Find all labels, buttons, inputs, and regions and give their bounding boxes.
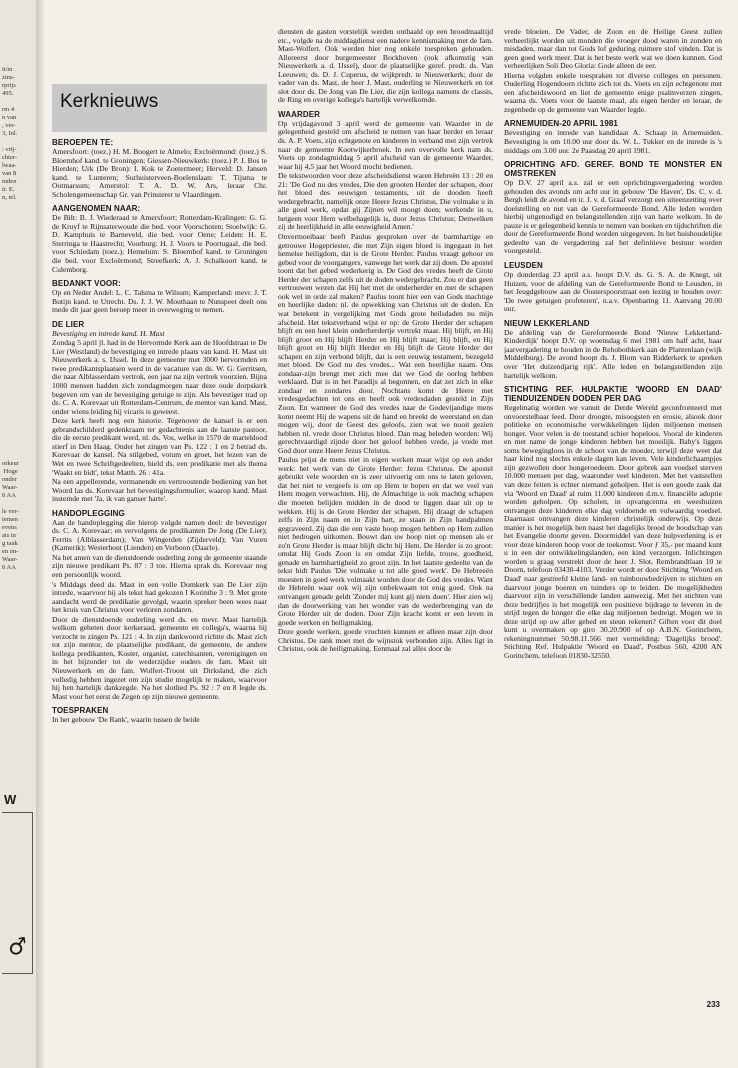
article-paragraph: In het gebouw 'De Rank', waarin tussen de beide (52, 715, 200, 725)
adjacent-text-fragment: ats in (2, 532, 16, 539)
adjacent-text-fragment: iemen (2, 516, 18, 523)
adjacent-text-fragment: rprijs (2, 82, 16, 89)
adjacent-text-fragment: , ver- (2, 122, 16, 129)
article-paragraph: Op D.V. 27 april a.s. zal er een oprichtingsvergadering worden gehouden des avonds om acht uur in gebouw 'De Haven', Ds. C. v. d. Bergh leidt de avond en ir. J. v. d. Graaf verzorgt een uiteenzetting over doelstelling en nut van de Gereformeerde Bond. Alle leden worden hierbij uitgenodigd en belangstellenden zijn van harte welkom. In de pauze is er gelegenheid kennis te nemen van boeken en tijdschriften die door de Gereformeerde Bond worden uitgegeven. In het huishoudelijke gedeelte van de vergadering zal het definitieve bestuur worden voorgesteld. (504, 178, 722, 256)
adjacent-text-fragment: rm 4 (2, 106, 15, 113)
column-2 (278, 28, 493, 1028)
adjacent-page-letter: W (4, 792, 17, 807)
adjacent-text-fragment: : vrij- (2, 146, 17, 153)
adjacent-text-fragment: n van (2, 114, 17, 121)
adjacent-text-fragment: 3, Inl. (2, 130, 18, 137)
column-3-body (504, 28, 722, 660)
article-paragraph: vrede bloeien. De Vader, de Zoon en de Heilige Geest zullen verheerlijkt worden uit monden die vroeger dood waren in zonden en misdaden, maar dan tot Gods lof geduring ruimere stof vinden. Dat is geen goed werk meer. Dat is het beste werk wat we doen kunnen. God verheerlijken Soli Deo Gloria: Gode alleen de eer. (504, 28, 722, 71)
adjacent-text-fragment: Hoge (2, 468, 18, 475)
article-paragraph: Door de dienstdoende ouderling werd ds. en mevr. Mast hartelijk welkom geheten door kerkeraad, gemeente en collega's, waarna hij verzocht te zingen Ps. 121 : 4. In zijn dankwoord richtte ds. Mast zich tot zijn mentor, de plaatselijke predikant, de gemeente, de andere kollega predikanten, Koster, organist, catechisanten, verenigingen en in het bijzonder tot de wederzijdse ouders de fam. Mast uit Nieuwerkerk en de fam. Wolfert-Troost uit Dirksland, die zich volledig hebben ingezet om zijn studie mogelijk te maken, waarvoor hij hen hartelijk dankzegde. Na het slotlied Ps. 92 : 7 en 8 legde ds. Mast voor het eerst de Zegen op zijn nieuwe gemeente. (52, 614, 267, 701)
article-heading: BEROEPEN TE: (52, 138, 114, 147)
column-1 (52, 40, 267, 1040)
article-paragraph: Aan de handoplegging die hierop volgde namen deel: de bevestiger ds. C. A. Korevaar; en vervolgens de predikanten De Jong (De Lier); Ferrits (Alblasserdam); Van Wingerden (Zijderveld); Van Vuren (Kamerik); Westerhout (Lienden) en Verboon (Daarle). (52, 517, 267, 553)
adjacent-text-fragment: 0 AA (2, 564, 16, 571)
adjacent-text-fragment: orkeur (2, 460, 19, 467)
adjacent-text-fragment: ir. E. (2, 186, 15, 193)
article-paragraph: De afdeling van de Gereformeerde Bond 'Nieuw Lekkerland-Kinderdijk' hoopt D.V. op woensdag 6 mei 1981 om half acht, haar jaarvergadering te houden in de Rehobothkerk aan de Plantenlaan (wijk Middelburg). De avond hoopt ds. J. Blom van Ridderkerk te spreken over 'Het duizendjarig rijk'. Alle leden en belangstellenden zijn hartelijk welkom. (504, 327, 722, 380)
page-number: 233 (706, 1000, 720, 1009)
article-paragraph: Amersfoort: (toez.) H. M. Boogert te Almelo; Excloërmond: (toez.) S. Bloemhof kand. te Groningen; Giessen-Nieuwkerk: (toez.) P. J. Bos te Hierden; Urk (De Bron): I. Kok te Zoetermeer; Herveld: D. Jansen kand. te Lunteren; Surhuisterveen-Boelenslaan: T. Tijsma te Ootmarsum; Amerstol: T. A. D. W. Ars, leraar Chr. Scholengemeenschap Gr. van Prinsterer te Vlaardingen. (52, 147, 267, 199)
adjacent-text-fragment: onder (2, 476, 17, 483)
article-paragraph: Zondag 5 april jl. had in de Hervormde Kerk aan de Hoofdstraat te De Lier (Westland) de bevestiging en intrede plaats van kand. H. Mast uit Nieuwerkerk a. s. IJssel. In deze gemeente met 3000 hervormden en twee predikantsplaatsen werd in de vacature van ds. W. G. Gerritsen, die naar Alblasserdam vertrok, een jaar na zijn vertrek voorzien. Bijna 1000 mensen hadden zich zondagmorgen naar deze oude dorpskerk begeven om van de bevestiging getuige te zijn. Als bevestiger trad op ds. C. A. Korevaar uit Rotterdam-Centrum, de mentor van kand. Mast, onder wiens leiding hij vicaris is geweest. (52, 338, 267, 416)
column-1-body (52, 138, 267, 725)
adjacent-text-fragment: n, tel. (2, 194, 17, 201)
adjacent-text-fragment: van 8 (2, 170, 17, 177)
page-gutter (36, 0, 46, 1068)
article-paragraph: Bevestiging en intrede van kandidaat A. Schaap in Arnemuiden. Bevestiging is om 10.00 uur door ds. W. L. Tukker en de intrede is 's middags om 3.00 uur. 2e Paasdag 20 april 1981. (504, 128, 722, 155)
article-heading: DE LIER (52, 319, 85, 329)
article-heading: LEUSDEN (504, 261, 543, 271)
article-paragraph: Deze kerk heeft nog een historie. Tegenover de kansel is er een gebrandschilderd gedenkraam ter gedachtenis aan de laatste pastoor, die de eerste predikant werd, nl. ds. Vos, welke in 1570 de marteldood stierf in Den Haag. Onder het zingen van Ps. 122 : 1 en 2 betrad ds. Korevaar de kansel. Na stilgebed, votum en groet, het lezen van de Wet en twee Schriftgedeelten, hield ds. een predikatie met als thema 'Waakt en bidt', tekst Matth. 26 : 41a. (52, 416, 267, 477)
adjacent-text-fragment: inden (2, 178, 17, 185)
article-heading: HANDOPLEGGING (52, 508, 125, 518)
section-title: Kerknieuws (60, 91, 159, 112)
adjacent-text-fragment: evens (2, 524, 17, 531)
adjacent-text-fragment: zins- (2, 74, 15, 81)
adjacent-text-fragment: g taak (2, 540, 18, 547)
article-heading: STICHTING REF. HULPAKTIE 'WOORD EN DAAD' TIENDUIZENDEN DODEN PER DAG (504, 385, 722, 404)
article-paragraph: De Bilt: B. J. Wiederaad te Amersfoort; Rotterdam-Kralingen: G. G. de Kruyf te Rijnsaterwoude die bed. voor Voorschoten; Stoelwijk: G. D. Kamphuis te Barneveld, die bed. voor Oene; Leiden: H. E. Sterringa te Haastrecht; Voorburg: H. J. Voors te Poortugaal, die bed. voor Schiedam (toez.); Hemelum: S. Bloemhof kand. te Groningen die bed. voor Excloërmond; Streefkerk: A. J. Schalkoort kand. te Culemborg. (52, 213, 267, 274)
column-3 (504, 28, 722, 1028)
adjacent-text-fragment: le ver- (2, 508, 19, 515)
adjacent-text-fragment: it/m (2, 66, 13, 73)
article-heading: TOESPRAKEN (52, 706, 109, 716)
article-paragraph: Hierna volgden enkele toespraken tot diverse colleges en personen. Ouderling Hogendoorn richtte zich tot ds. Voets en zijn echtgenote met een afscheidswoord en liet de gemeente enige psalmverzen zingen, waarna ds. Voets voor de laatste maal, als eigen herder en leraar, de zegenbede op de gemeente van Waarder legde. (504, 70, 722, 114)
article-heading: NIEUW LEKKERLAND (504, 318, 590, 328)
article-paragraph: Onvermoeibaar heeft Paulus gesproken over de barmhartige en getrouwe Hogepriester, die met Zijn eigen bloed is ingegaan in het hemelse heiligdom, dat is de Grote Herder. Paulus vraagt gehoor en gebed voor de voorgangers, vanwege het werk dat zij doen. De apostel toont dat het gebed wederkerig is. De God des vredes heeft de Grote Herder der schapen zelfs uit de doden wedergebracht. Zou er dan geen vertrouwen wezen dat Hij het met de onderherder en met de schapen ook wel in orde zal maken? Paulus toont hier een van Gods machtige en heerlijke daden: nl. de opwekking van Christus uit de doden. En wat betekent in vergelijking met Gods grote heilsdaden nu mijn afscheid. Het tekstverband wijst er op: de Grote Herder der schapen blijft en een heel klein onderherdertje vertrekt maar. Hij blijft, en Hij blijft groot en Hij blijft Herder en Hij blijft maar; Hij blijft, en Hij blijft groot en Hij blijft Herder en Hij blijft de Grote Herder der schapen en zijn verbond blijft, dat is een eeuwig testament, bezegeld met bloed. De God nu des vredes... Wat een heerlijke naam. Ons zondaar-zijn brengt met zich mee dat we God de oorlog hebben verklaard. Dat is in het Paradijs al begonnen, en dat zet zich in elke zondaar en zondares door. Nochtans komt de Heere met vredesgedachten tot ons en heeft ook vredesdaden gesteld in Zijn Zoon. En wanneer de God des vredes naar de Godevijandige mens komt neemt Hij de wapens uit de hand en breekt de weerstand en dan mogen wij, door de Geest des geloofs, zien wat we nooit gezien hebben nl. vrede door Christus bloed. Dan mag beleden worden: Wij gerechtvaardigd zijnde door het geloof hebben vrede, ja vrede met God door onze Heere Jezus Christus. (278, 232, 493, 455)
hand-drawn-mark-icon: ♂ (5, 933, 30, 962)
adjacent-text-fragment: Waar- (2, 556, 18, 563)
article-heading: WAARDER (278, 109, 321, 119)
article-paragraph: 's Middags deed ds. Mast in een volle Domkerk van De Lier zijn intrede, waarvoor hij als tekst had gekozen I Korinthe 3 : 9. Met grote aandacht werd de predikatie gevolgd, waarin spreker been wees naar het kruis van Christus voor verloren zondaren. (52, 579, 267, 615)
adjacent-text-fragment: chter- (2, 154, 18, 161)
section-masthead (52, 84, 267, 132)
article-subtitle: Bevestiging en intrede kand. H. Mast (52, 328, 165, 338)
column-2-body (278, 28, 493, 654)
article-heading: BEDANKT VOOR: (52, 279, 121, 289)
article-paragraph: De tekstwoorden voor deze afscheidsdienst waren Hebreën 13 : 20 en 21: 'De God nu des vredes, Die den grooten Herder der schapen, door het bloed des eeuwigen testaments, uit de dooden heeft wedergebracht, namelijk onze Heere Jezus Christus, Die volmake u in alle goed werk, opdat gij Zijnen wil moogt doen; werkende in u, hetgeen voor Hem welbehagelijk is, door Jezus Christus; Denwelken zij de heerlijkheid in alle eeuwigheid Amen.' (278, 171, 493, 232)
article-paragraph: diensten de gasten vorstelijk werden onthaald op een broodmaaltijd etc., volgde na de middagdienst een nadere kennismaking met de fam. Mast-Wolfert. Ook werden hier nog enkele toespreken gehouden. Allereerst door burgemeester Bockhoven (ook afkomstig van Nieuwerkerk a. d. IJssel), door de plaatselijke geref. predt. ds. Van Leeuwen; ds. D. J. Cuperus, de wijkpredt. te Nieuwerkerk; door de vader van ds. Mast, de heer J. Mast, ouderling te Nieuwerkerk en tot slot door ds. De Jong van De Lier, die zijn kollega namens de classis, de Ring en overige kollega's hartelijk verwelkomde. (278, 28, 493, 105)
adjacent-text-fragment: 495. (2, 90, 14, 97)
adjacent-text-fragment: en on- (2, 548, 19, 555)
adjacent-text-fragment: 0 AA (2, 492, 16, 499)
article-paragraph: Op en Neder Andel: L. C. Talsma te Wilsum; Kamperland: mevr. J. T. Butijn kand. te Utrecht. Ds. J. J. W. Mouthaan te Nunspeet deelt ons mede dit jaar geen beroep meer in overweging te nemen. (52, 288, 267, 315)
article-paragraph: Op vrijdagavond 3 april werd de gemeente van Waarder in de gelegenheid gesteld om afscheid te nemen van haar herder en leraar ds. A. P. Voets, zijn echtgenote en kinderen in verband met zijn vertrek naar de gemeente Kootwijkerbroek. In een overvolle kerk nam ds. Voets op zondagmiddag 5 april afscheid van de gemeente Waarder, waar hij 4,5 jaar het Woord mocht bedienen. (278, 118, 493, 171)
adjacent-text-fragment: Waar- (2, 484, 18, 491)
article-heading: AANGENOMEN NAAR: (52, 204, 141, 214)
article-paragraph: Paulus prijst de mens niet in eigen werken maar wijst op een ander werk: het werk van de Grote Herder: Jezus Christus. De apostel gebruikt vele woorden en is zeer uitvoerig om ons te laten geloven, dat het niet te vergeefs is om op Hem te hopen en dat we veel van Hem mogen verwachten. Hij, de Almachtige is ook machtig schapen die moeten belijden midden in de dood te liggen daar uit op te wekken. Hij is de Grote Herder der schapen. Hij draagt de schapen zelfs in Zijn naam en in Zijn hart, ze staan in Zijn handpalmen gegraveerd. Zij dan die een vaste hoop mogen hebben op Hem zullen niet bedrogen uitkomen. Bouwt dan uw hoop niet op mensen als er zo'n Grote Herder is maar blijft dicht bij Hem. De Herder is zo groot: omdat Hij Gods Zoon is en omdat Zijn liefde, trouw, goedheid, genade en barmhartigheid zo groot zijn. In het laatste gedeelte van de tekst bidt Paulus 'Die volmake u tot alle goed werk'. De Hebreeën moesten in goed werk volmaakt worden door de God des vredes. Want de Hebreën waar ook wij zijn onbekwaam tot enig goed. Ook na ontvangen genade geldt 'Zonder mij kunt gij niets doen'. Hier zien wij dan de doorwerking van het wonder van de wederbrenging van de Grote Herder uit de doden. Door Zijn kracht komt er een leven in goede werken en heiligmaking. (278, 455, 493, 627)
article-paragraph: Op donderdag 23 april a.s. hoopt D.V. ds. G. S. A. de Knegt, uit Huizen, voor de afdeling van de Gereformeerde Bond te Leusden, in het Jeugdgebouw aan de Oosterspoorstraat een lezing te houden over: 'De twee getuigen profeteren', n.a.v. Openbaring 11. Aanvang 20.00 uur. (504, 270, 722, 314)
article-heading: ARNEMUIDEN-20 APRIL 1981 (504, 119, 618, 129)
adjacent-text-fragment: lwaa- (2, 162, 17, 169)
article-paragraph: Na een appellerende, vermanende en vertroostende bediening van het Woord las ds. Korevaar het bevestigingsformulier, waarop kand. Mast instemde met 'Ja, ik van ganser harte'. (52, 477, 267, 504)
article-paragraph: Na het amen van de dienstdoende ouderling zong de gemeente staande zijn nieuwe predikant Ps. 87 : 3 toe. Hierna sprak ds. Korevaar nog een persoonlijk woord. (52, 552, 267, 579)
adjacent-page-box (2, 812, 33, 974)
adjacent-page-strip (0, 0, 37, 1068)
article-heading: OPRICHTING AFD. GEREF. BOND TE MONSTER EN OMSTREKEN (504, 160, 722, 179)
article-paragraph: Regelmatig worden we vanuit de Derde Wereld geconfronteerd met onvoorstelbaar leed. Door droogte, misoogsten en erosie, alsook door politieke en economische verwikkelingen lijden miljoenen mensen honger. Voor velen is de toestand schier hopeloos. Vooral de kinderen en met name de jonge kinderen hebben het moeilijk. Baby's liggen soms bewegingloos in de schoot van de moeder, terwijl deze weet dat haar kind nog slechts enkele dagen kan leven. Vele kinderlichaampjes zijn gezwollen door hongeroedeem. Door gebrek aan voedsel sterven 10.000 mensen per dag, waaronder veel kinderen. Met het vaststellen van deze feiten is echter niemand geholpen. Het is een goede zaak dat via 'Woord en Daad' al ruim 11.000 kinderen d.m.v. financiële adoptie worden geholpen. Op scholen, in opvangcentra en weeshuizen ontvangen deze kinderen elke dag voldoende en volwaardig voedsel. Daarnaast ontvangen deze kinderen christelijk onderwijs. Op deze manier is het mogelijk hen naast het dagelijks brood de boodschap van het Evangelie doorte geven. Doormiddel van deze hulpverlening is er voor deze kinderen hoop voor de toekomst. Voor ƒ 35,- per maand kunt u in een der ontwikkelingslanden, een kind verzorgen. Inlichtingen worden u graag verstrekt door de heer J. Slot, Rembrandtlaan 10 te Doorn, telefoon 03430-4103. Verder wordt er door Stichting 'Woord en Daad' naar gestreefd kleine land- en tuinbouwbedrijven te stichten en daarvoor jonge boeren en tuinders op te leiden. De mogelijkheden daarvoor zijn in verschillende landen aanwezig. Met het stichten van deze bedrijfjes is het mogelijk een positieve bijdrage te leveren in de strijd tegen de honger die elke dag miljoenen bedreigt. Mogen we in deze strijd op uw aller gebed en steun rekenen? Giften voor dit doel kunt u overmaken op giro 30.20.900 of op A.B.N. Gorinchem, rekeningnummer 50.98.11.566 met vermelding: 'Dagelijks brood'. Stichting Ref. Hulpaktie 'Woord en Daad', Postbus 560, 4200 AN Gorinchem, telefoon 01830-32550. (504, 403, 722, 660)
article-paragraph: Deze goede werken, goede vruchten kunnen er alleen maar zijn door Christus. De rank moet met de wijnstok verbonden zijn. Alles ligt in Christus, ook de heiligmaking. Eenmaal zal alles door de (278, 627, 493, 654)
